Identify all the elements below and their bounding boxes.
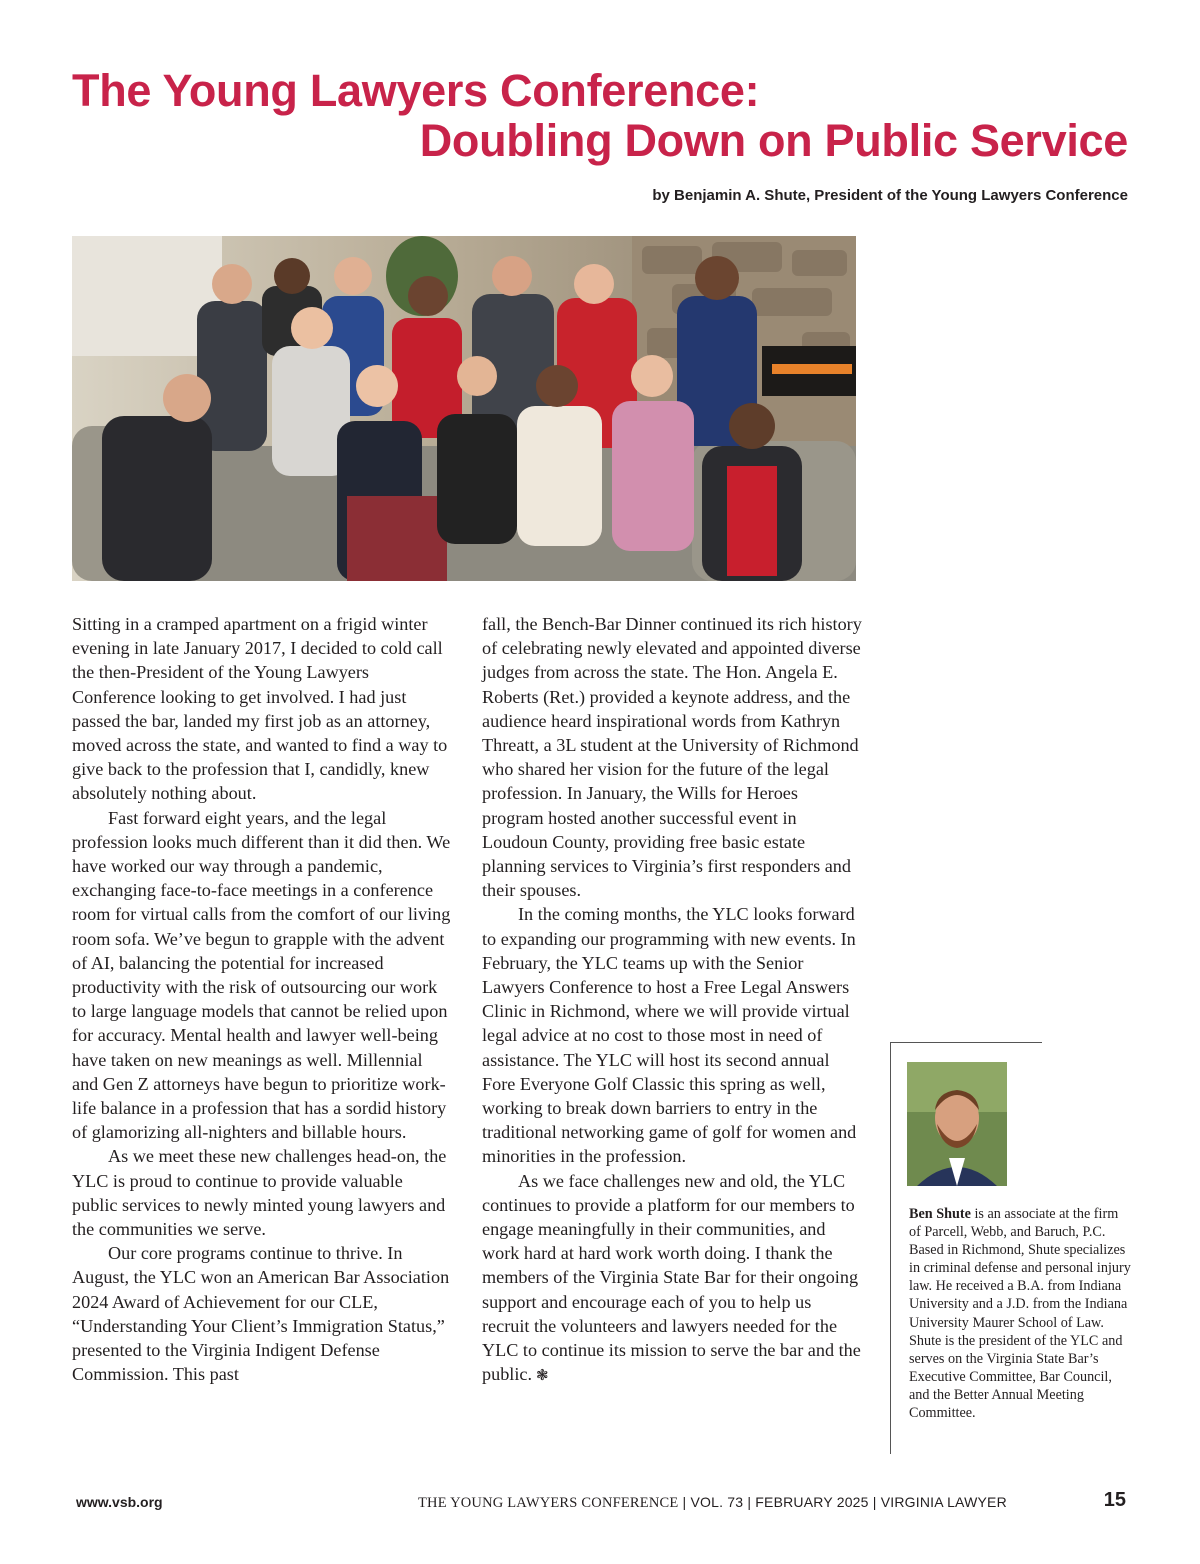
byline: by Benjamin A. Shute, President of the Young Lawyers Conference	[652, 187, 1128, 204]
footer-date: FEBRUARY 2025	[755, 1494, 869, 1510]
sidebar-rule-vertical	[890, 1042, 891, 1454]
footer-sep: |	[868, 1494, 881, 1510]
group-photo	[72, 236, 856, 581]
body-column-1	[72, 612, 452, 1387]
end-mark-icon: ❃	[536, 1368, 549, 1385]
footer-running-head	[418, 1494, 1007, 1512]
headshot-icon	[907, 1062, 1007, 1186]
group-photo-icon	[72, 236, 856, 581]
paragraph: Fast forward eight years, and the legal profession looks much different than it did then. We have worked our way through a pandemic, exchanging face-to-face meetings in a conference room for virtual calls from the comfort of our living room sofa. We’ve begun to grapple with the advent of AI, balancing the potential for increased productivity with the risk of outsourcing our work to large language models that cannot be relied upon for accuracy. Mental health and lawyer well-being have taken on new meanings as well. Millennial and Gen Z attorneys have begun to prioritize work-life balance in a profession that has a sordid history of glamorizing all-nighters and billable hours.	[72, 807, 451, 1143]
body-column-2	[482, 612, 862, 1389]
paragraph: In the coming months, the YLC looks forward to expanding our programming with new events. In February, the YLC teams up with the Senior Lawyers Conference to host a Free Legal Answers Clinic in Richmond, where we will provide virtual legal advice at no cost to those most in need of assistance. The YLC will host its second annual Fore Everyone Golf Classic this spring as well, working to break down barriers to entry in the traditional networking game of golf for women and minorities in the profession.	[482, 904, 857, 1167]
paragraph: Our core programs continue to thrive. In August, the YLC won an American Bar Association 2024 Award of Achievement for our CLE, “Understanding Your Client’s Immigration Status,” presented to the Virginia Indigent Defense Commission. This past	[72, 1243, 450, 1385]
footer-url[interactable]: www.vsb.org	[76, 1494, 163, 1510]
article-title	[72, 66, 1128, 166]
title-line-1: The Young Lawyers Conference:	[72, 65, 760, 116]
author-headshot	[907, 1062, 1007, 1186]
paragraph: As we meet these new challenges head-on, the YLC is proud to continue to provide valuable public services to newly minted young lawyers and the communities we serve.	[72, 1146, 447, 1240]
title-line-2: Doubling Down on Public Service	[419, 115, 1128, 166]
footer-section: THE YOUNG LAWYERS CONFERENCE	[418, 1495, 679, 1511]
paragraph	[482, 1169, 862, 1389]
author-bio-text: is an associate at the firm of Parcell, Webb, and Baruch, P.C. Based in Richmond, Shute specializes in criminal defense and personal injury law. He received a B.A. from Indiana University and a J.D. from the Indiana University Maurer School of Law. Shute is the president of the YLC and serves on the Virginia State Bar’s Executive Committee, Bar Council, and the Better Annual Meeting Committee.	[909, 1206, 1131, 1422]
paragraph: fall, the Bench-Bar Dinner continued its rich history of celebrating newly elevated and appointed diverse judges from across the state. The Hon. Angela E. Roberts (Ret.) provided a keynote address, and the audience heard inspirational words from Kathryn Threatt, a 3L student at the University of Richmond who shared her vision for the future of the legal profession. In January, the Wills for Heroes program hosted another successful event in Loudoun County, providing free basic estate planning services to Virginia’s first responders and their spouses.	[482, 614, 862, 901]
sidebar-rule-horizontal	[890, 1042, 1042, 1043]
footer-sep: |	[743, 1494, 756, 1510]
footer-sep: |	[678, 1494, 691, 1510]
author-bio	[909, 1205, 1131, 1422]
footer-volume: VOL. 73	[690, 1494, 744, 1510]
footer-publication: VIRGINIA LAWYER	[880, 1494, 1007, 1510]
author-name: Ben Shute	[909, 1206, 971, 1222]
page-number: 15	[1103, 1489, 1126, 1511]
paragraph-text: As we face challenges new and old, the YLC continues to provide a platform for our members to engage meaningfully in their communities, and work hard at hard work worth doing. I thank the members of the Virginia State Bar for their ongoing support and encourage each of you to help us recruit the volunteers and lawyers needed for the YLC to continue its mission to serve the bar and the public.	[482, 1170, 861, 1385]
paragraph: Sitting in a cramped apartment on a frigid winter evening in late January 2017, I decided to cold call the then-President of the Young Lawyers Conference looking to get involved. I had just passed the bar, landed my first job as an attorney, moved across the state, and wanted to find a way to give back to the profession that I, candidly, knew absolutely nothing about.	[72, 614, 448, 804]
